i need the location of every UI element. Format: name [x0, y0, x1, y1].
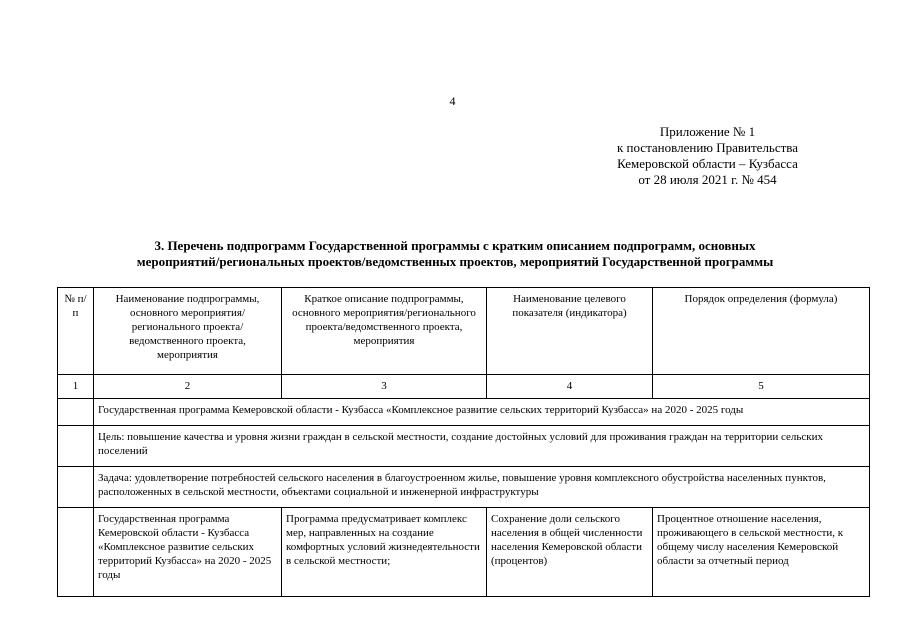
column-number: 1	[58, 375, 94, 399]
column-number-row	[58, 375, 870, 399]
table-row	[58, 508, 870, 597]
row-number-cell	[58, 508, 94, 597]
header-description: Краткое описание подпрограммы, основного мероприятия/регионального проекта/ведомственного проекта, мероприятия	[282, 288, 487, 375]
column-number: 3	[282, 375, 487, 399]
appendix-line-2: к постановлению Правительства	[616, 140, 799, 155]
goal-cell: Цель: повышение качества и уровня жизни граждан в сельской местности, создание достойных условий для проживания граждан на территории сельских поселений	[94, 426, 870, 467]
table-row	[58, 399, 870, 426]
appendix-line-1: Приложение № 1	[659, 124, 756, 139]
empty-cell	[58, 399, 94, 426]
header-formula: Порядок определения (формула)	[653, 288, 870, 375]
appendix-block	[575, 124, 840, 188]
column-number: 2	[94, 375, 282, 399]
empty-cell	[58, 426, 94, 467]
column-number: 4	[487, 375, 653, 399]
appendix-line-4: от 28 июля 2021 г. № 454	[638, 172, 777, 187]
page-number: 4	[449, 94, 456, 108]
indicator-cell: Сохранение доли сельского населения в общей численности населения Кемеровской области (процентов)	[487, 508, 653, 597]
table-header-row	[58, 288, 870, 375]
program-name-cell: Государственная программа Кемеровской области - Кузбасса «Комплексное развитие сельских территорий Кузбасса» на 2020 - 2025 годы	[94, 508, 282, 597]
empty-cell	[58, 467, 94, 508]
program-title-cell: Государственная программа Кемеровской области - Кузбасса «Комплексное развитие сельских территорий Кузбасса» на 2020 - 2025 годы	[94, 399, 870, 426]
header-name: Наименование подпрограммы, основного мероприятия/регионального проекта/ведомственного проекта, мероприятия	[94, 288, 282, 375]
table-row	[58, 426, 870, 467]
task-cell: Задача: удовлетворение потребностей сельского населения в благоустроенном жилье, повышение уровня комплексного обустройства населенных пунктов, расположенных в сельской местности, объектами социальной и инженерной инфраструктуры	[94, 467, 870, 508]
program-description-cell: Программа предусматривает комплекс мер, направленных на создание комфортных условий жизнедеятельности в сельской местности;	[282, 508, 487, 597]
header-indicator: Наименование целевого показателя (индикатора)	[487, 288, 653, 375]
section-heading	[40, 238, 870, 270]
heading-line-1: 3. Перечень подпрограмм Государственной программы с кратким описанием подпрограмм, основных	[154, 238, 756, 253]
header-number: № п/п	[58, 288, 94, 375]
column-number: 5	[653, 375, 870, 399]
formula-cell: Процентное отношение населения, проживающего в сельской местности, к общему числу населения Кемеровской области за отчетный период	[653, 508, 870, 597]
heading-line-2: мероприятий/региональных проектов/ведомственных проектов, мероприятий Государственной программы	[136, 254, 774, 269]
subprograms-table	[57, 287, 870, 597]
table-row	[58, 467, 870, 508]
appendix-line-3: Кемеровской области – Кузбасса	[617, 156, 798, 171]
